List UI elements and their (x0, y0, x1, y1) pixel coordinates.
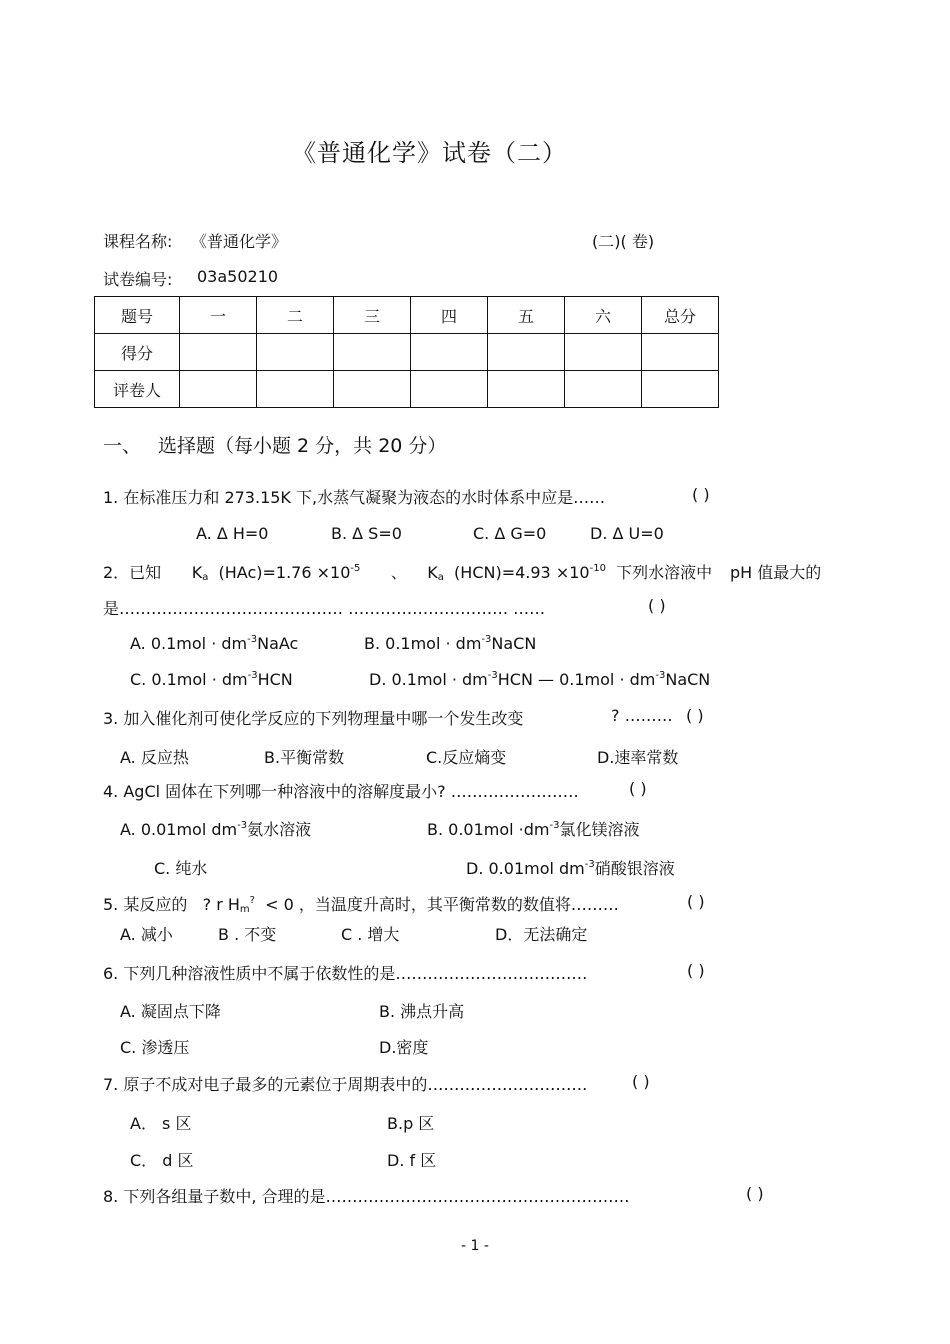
question-3-answer-blank: ( ) (686, 706, 704, 725)
question-5-option-b: B . 不变 (218, 925, 277, 944)
question-1-answer-blank: ( ) (692, 485, 710, 504)
question-7-option-b: B.p 区 (387, 1114, 435, 1133)
code-value: 03a50210 (197, 267, 279, 286)
question-1-option-d: D. Δ U=0 (590, 524, 664, 543)
question-5-option-d: D．无法确定 (495, 925, 588, 944)
ka-hac-exponent: -5 (350, 563, 361, 574)
question-2-prefix: 2．已知 (103, 563, 162, 582)
table-row (95, 371, 719, 408)
question-2-option-b: B. $0.1mol \cdot dm^{-3}NaCN$ (364, 634, 537, 653)
question-1-option-b: B. Δ S=0 (331, 524, 402, 543)
ka-separator: 、 (390, 563, 407, 582)
table-cell: 五 (488, 297, 565, 334)
table-cell: 题号 (95, 297, 180, 334)
course-value: 《普通化学》 (191, 232, 288, 251)
table-cell (257, 371, 334, 408)
table-cell (334, 371, 411, 408)
question-2-answer-blank: ( ) (648, 596, 666, 615)
ka-hcn-exponent: -10 (589, 563, 606, 574)
question-3-option-a: A. 反应热 (120, 748, 189, 767)
ka-symbol: K (427, 563, 438, 582)
table-cell (488, 334, 565, 371)
table-cell (411, 334, 488, 371)
question-6-option-b: B. 沸点升高 (379, 1002, 465, 1021)
table-cell: 评卷人 (95, 371, 180, 408)
question-6-option-c: C. 渗透压 (120, 1038, 190, 1057)
question-5-stem: 5. 某反应的 ? r $H_m^? < 0$ ，当温度升高时，其平衡常数的数值将……… (103, 895, 619, 915)
question-6-option-d: D.密度 (379, 1038, 429, 1057)
table-cell: 总分 (642, 297, 719, 334)
question-5-option-a: A. 减小 (120, 925, 173, 944)
question-8-answer-blank: ( ) (746, 1184, 764, 1203)
question-1-stem: 1. 在标准压力和 273.15K 下,水蒸气凝聚为液态的水时体系中应是…… (103, 488, 606, 507)
table-cell (565, 334, 642, 371)
ka-hcn-value: (HCN)=4.93 ×10 (454, 563, 590, 582)
question-6-stem: 6. 下列几种溶液性质中不属于依数性的是……………………………… (103, 964, 588, 983)
question-7-stem: 7. 原子不成对电子最多的元素位于周期表中的………………………… (103, 1075, 588, 1094)
table-cell: 二 (257, 297, 334, 334)
table-cell: 得分 (95, 334, 180, 371)
question-2-stem-rest: 下列水溶液中 (616, 563, 713, 582)
table-cell (642, 371, 719, 408)
question-8-stem: 8. 下列各组量子数中, 合理的是………………………………………………… (103, 1187, 630, 1206)
question-2-stem (103, 560, 712, 583)
table-cell: 六 (565, 297, 642, 334)
score-table (94, 296, 719, 408)
question-3-stem: 3. 加入催化剂可使化学反应的下列物理量中哪一个发生改变 (103, 709, 524, 728)
page-title: 《普通化学》试卷（二） (292, 139, 567, 167)
question-2-option-d: D. $0.1mol \cdot dm^{-3}HCN$ — $0.1mol \cdot dm^{-3}NaCN$ (369, 670, 711, 689)
table-cell (411, 371, 488, 408)
course-label: 课程名称: (103, 232, 173, 251)
table-cell: 四 (411, 297, 488, 334)
table-cell (488, 371, 565, 408)
table-cell (565, 371, 642, 408)
question-4-option-d: D. 0.01mol $dm^{-3}$硝酸银溶液 (466, 859, 675, 878)
table-row (95, 334, 719, 371)
question-7-option-c: C． d 区 (130, 1151, 194, 1170)
ka-symbol: K (191, 563, 203, 582)
paper-tag: (二)( 卷) (592, 232, 655, 251)
code-label: 试卷编号: (103, 270, 173, 289)
question-1-option-a: A. Δ H=0 (196, 524, 269, 543)
question-4-option-c: C. 纯水 (154, 859, 208, 878)
question-4-stem: 4. AgCl 固体在下列哪一种溶液中的溶解度最小? …………………… (103, 782, 579, 801)
table-cell (257, 334, 334, 371)
question-2-ph-text: pH 值最大的 (730, 563, 822, 582)
question-4-answer-blank: ( ) (629, 779, 647, 798)
ka-subscript: a (437, 572, 444, 583)
question-3-option-d: D.速率常数 (597, 748, 679, 767)
question-4-option-a: A. 0.01mol $dm^{-3}$氨水溶液 (120, 820, 312, 839)
table-cell (642, 334, 719, 371)
table-cell: 一 (180, 297, 257, 334)
question-5-answer-blank: ( ) (687, 892, 705, 911)
table-cell (180, 334, 257, 371)
table-cell (180, 371, 257, 408)
question-4-option-b: B. $0.01mol \cdot dm^{-3}$氯化镁溶液 (427, 820, 640, 839)
table-cell (334, 334, 411, 371)
question-3-stem-tail: ? ……… (611, 706, 673, 725)
section-number: 一、 (103, 435, 142, 457)
question-7-option-a: A． s 区 (130, 1114, 192, 1133)
question-2-option-c: C. $0.1mol \cdot dm^{-3}HCN$ (130, 670, 293, 689)
question-1-option-c: C. Δ G=0 (473, 524, 547, 543)
question-7-option-d: D. f 区 (387, 1151, 437, 1170)
question-6-answer-blank: ( ) (687, 961, 705, 980)
page-number: - 1 - (461, 1238, 489, 1254)
question-6-option-a: A. 凝固点下降 (120, 1002, 221, 1021)
question-5-option-c: C . 增大 (341, 925, 400, 944)
table-cell: 三 (334, 297, 411, 334)
question-3-option-c: C.反应熵变 (426, 748, 507, 767)
question-2-option-a: A. $0.1mol \cdot dm^{-3}NaAc$ (130, 634, 299, 653)
question-2-stem-line2: 是…………………………………… ………………………… …… (103, 599, 546, 618)
ka-hac-value: (HAc)=1.76 ×10 (218, 563, 351, 582)
section-title: 选择题（每小题 2 分，共 20 分） (158, 435, 447, 457)
score-table-header-row (95, 297, 719, 334)
question-3-option-b: B.平衡常数 (264, 748, 345, 767)
question-7-answer-blank: ( ) (632, 1072, 650, 1091)
ka-subscript: a (202, 572, 209, 583)
